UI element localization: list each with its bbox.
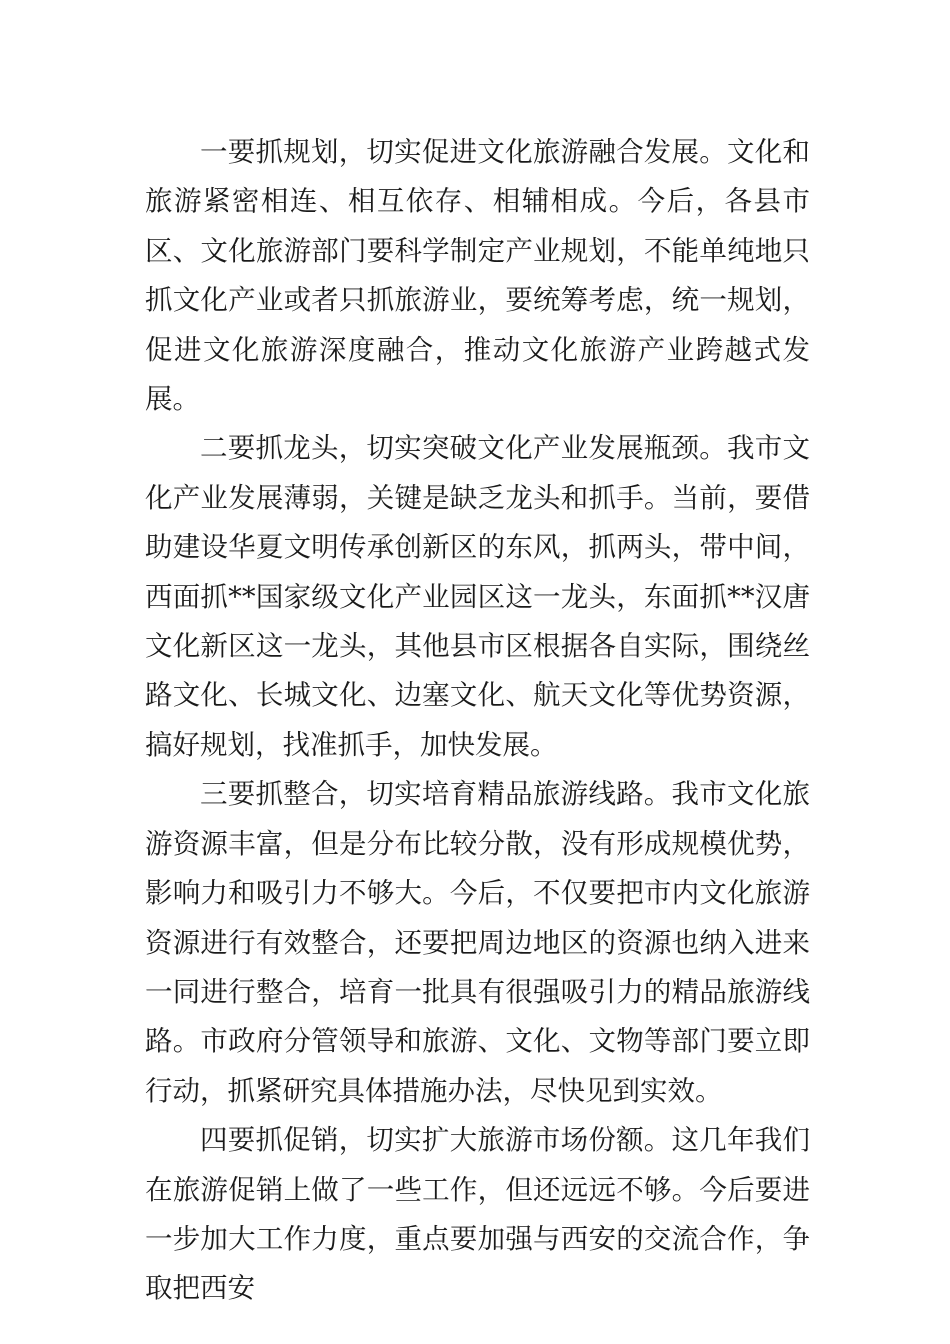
document-body [145, 128, 810, 1314]
paragraph-leader: 二要抓龙头，切实突破文化产业发展瓶颈。我市文化产业发展薄弱，关键是缺乏龙头和抓手。当前，要借助建设华夏文明传承创新区的东风，抓两头，带中间，西面抓**国家级文化产业园区这一龙头，东面抓**汉唐文化新区这一龙头，其他县市区根据各自实际，围绕丝路文化、长城文化、边塞文化、航天文化等优势资源，搞好规划，找准抓手，加快发展。 [145, 432, 810, 761]
paragraph-plan: 一要抓规划，切实促进文化旅游融合发展。文化和旅游紧密相连、相互依存、相辅相成。今后，各县市区、文化旅游部门要科学制定产业规划，不能单纯地只抓文化产业或者只抓旅游业，要统筹考虑，统一规划，促进文化旅游深度融合，推动文化旅游产业跨越式发展。 [145, 136, 810, 416]
paragraph-integration: 三要抓整合，切实培育精品旅游线路。我市文化旅游资源丰富，但是分布比较分散，没有形成规模优势，影响力和吸引力不够大。今后，不仅要把市内文化旅游资源进行有效整合，还要把周边地区的资源也纳入进来一同进行整合，培育一批具有很强吸引力的精品旅游线路。市政府分管领导和旅游、文化、文物等部门要立即行动，抓紧研究具体措施办法，尽快见到实效。 [145, 778, 810, 1107]
paragraph-promotion: 四要抓促销，切实扩大旅游市场份额。这几年我们在旅游促销上做了一些工作，但还远远不够。今后要进一步加大工作力度，重点要加强与西安的交流合作，争取把西安 [145, 1124, 810, 1305]
